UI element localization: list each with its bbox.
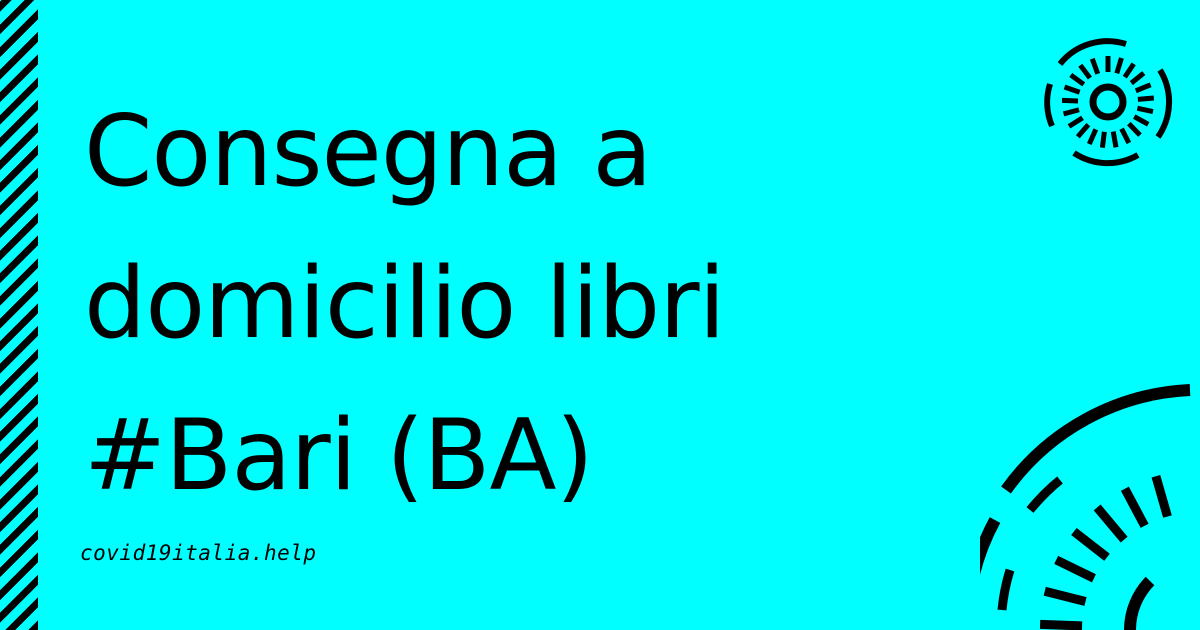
site-url-text: covid19italia.help [80, 541, 317, 565]
page-title [84, 76, 964, 532]
target-outer-arc [980, 520, 995, 610]
diagonal-stripe-band [0, 0, 38, 630]
target-inner-arc [1130, 581, 1150, 630]
target-tick-ring [1040, 476, 1167, 630]
title-line-2: domicilio libri [84, 247, 725, 361]
title-line-1: Consegna a [84, 95, 652, 209]
title-line-3: #Bari (BA) [84, 399, 593, 513]
target-inner-arc [1030, 480, 1060, 510]
target-outer-arc [1158, 70, 1169, 137]
target-inner-arc [1002, 570, 1010, 610]
radial-target-icon [1030, 24, 1180, 184]
target-outer-arc [1074, 153, 1138, 163]
radial-target-icon [980, 380, 1200, 630]
target-tick-ring [1062, 56, 1154, 148]
target-outer-arc [1047, 84, 1052, 126]
target-outer-arc [1006, 390, 1190, 490]
target-center-ring [1093, 87, 1123, 117]
